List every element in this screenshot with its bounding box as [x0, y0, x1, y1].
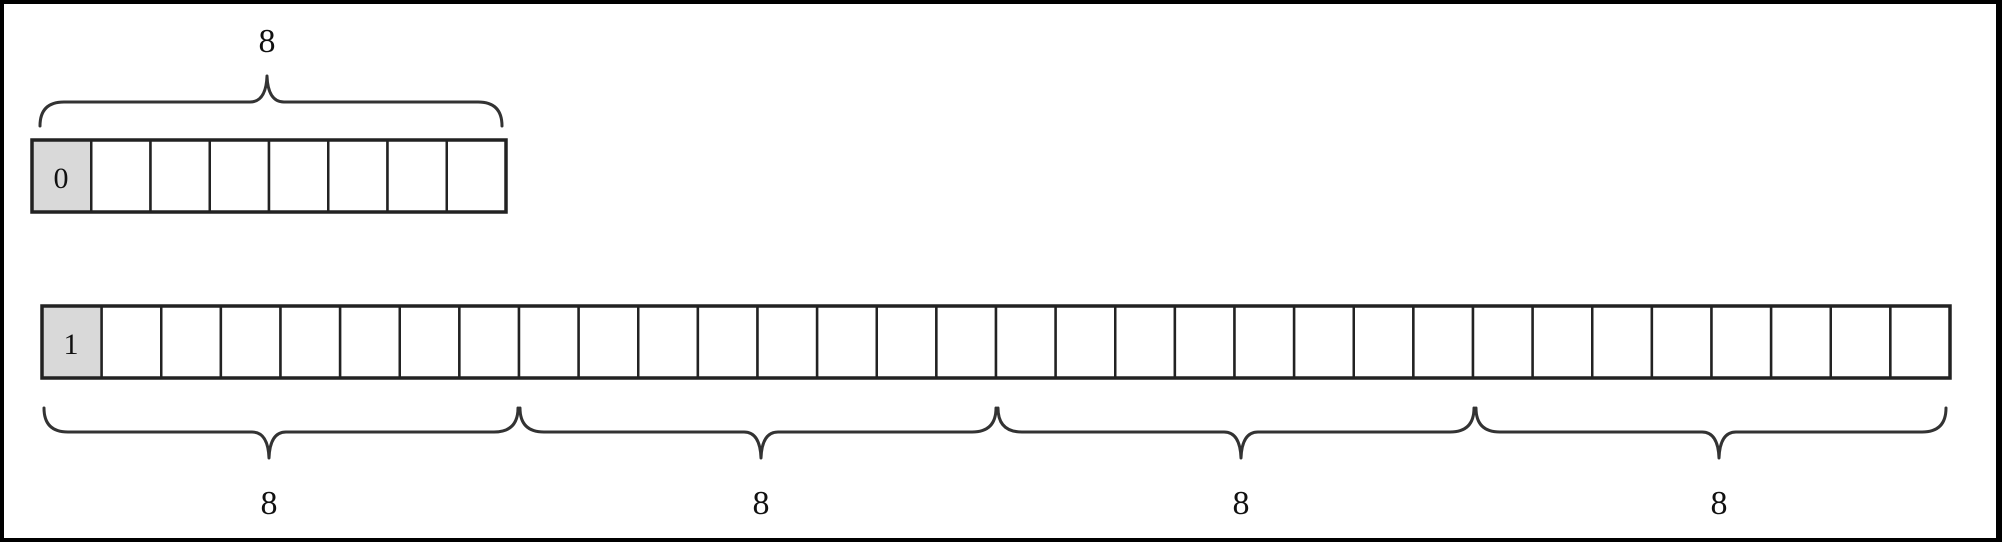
long-format-brace-2: [520, 408, 996, 458]
figure-canvas: [4, 4, 1996, 538]
long-format-cell: [579, 306, 639, 378]
long-format-cell: [1473, 306, 1533, 378]
long-format-brace-4: [1476, 408, 1946, 458]
long-format-cell: [102, 306, 162, 378]
long-format-cell: [1175, 306, 1235, 378]
long-format-cell: [936, 306, 996, 378]
short-format-cell: [269, 140, 328, 212]
short-format-brace-label: 8: [258, 23, 276, 60]
long-format-cell: [698, 306, 758, 378]
long-format-cell: [1771, 306, 1831, 378]
long-format-cell: [1890, 306, 1950, 378]
short-format-cells: [32, 140, 506, 212]
short-format: [32, 23, 506, 212]
long-format-cell: [1592, 306, 1652, 378]
long-format-cell: [400, 306, 460, 378]
long-format-group-label-3: 8: [1232, 485, 1250, 522]
short-format-cell: [210, 140, 269, 212]
long-format-brace-1: [44, 408, 518, 458]
long-format-group-label-1: 8: [260, 485, 278, 522]
long-format-group-label-4: 8: [1710, 485, 1728, 522]
byte-format-diagram: [4, 4, 1996, 538]
short-format-cell: [151, 140, 210, 212]
long-format-cell: [1354, 306, 1414, 378]
long-format-cell: [1652, 306, 1712, 378]
long-format-cell: [1056, 306, 1116, 378]
short-format-cell: [447, 140, 506, 212]
long-format-cell: [1413, 306, 1473, 378]
long-format-cell: [1533, 306, 1593, 378]
long-format-cell: [459, 306, 519, 378]
long-format-cell: [1115, 306, 1175, 378]
long-format-cell: [519, 306, 579, 378]
short-format-cell: [388, 140, 447, 212]
long-format-cell: [1294, 306, 1354, 378]
long-format-cell: [1235, 306, 1295, 378]
long-format-cell: [221, 306, 281, 378]
long-format-cell: [340, 306, 400, 378]
long-format-cell: [1712, 306, 1772, 378]
long-format-cell: [817, 306, 877, 378]
long-format-cell: [281, 306, 341, 378]
short-format-cell: [91, 140, 150, 212]
long-format-cell: [161, 306, 221, 378]
long-format-leading-bit: 1: [63, 328, 79, 361]
long-format-brace-3: [998, 408, 1474, 458]
long-format-cell: [996, 306, 1056, 378]
short-format-leading-bit: 0: [53, 162, 69, 195]
long-format-group-label-2: 8: [752, 485, 770, 522]
long-format-cell: [877, 306, 937, 378]
long-format: [42, 306, 1950, 522]
long-format-cell: [758, 306, 818, 378]
long-format-cell: [1831, 306, 1891, 378]
short-format-brace: [40, 76, 502, 126]
long-format-cell: [638, 306, 698, 378]
long-format-cells: [42, 306, 1950, 378]
short-format-cell: [328, 140, 387, 212]
